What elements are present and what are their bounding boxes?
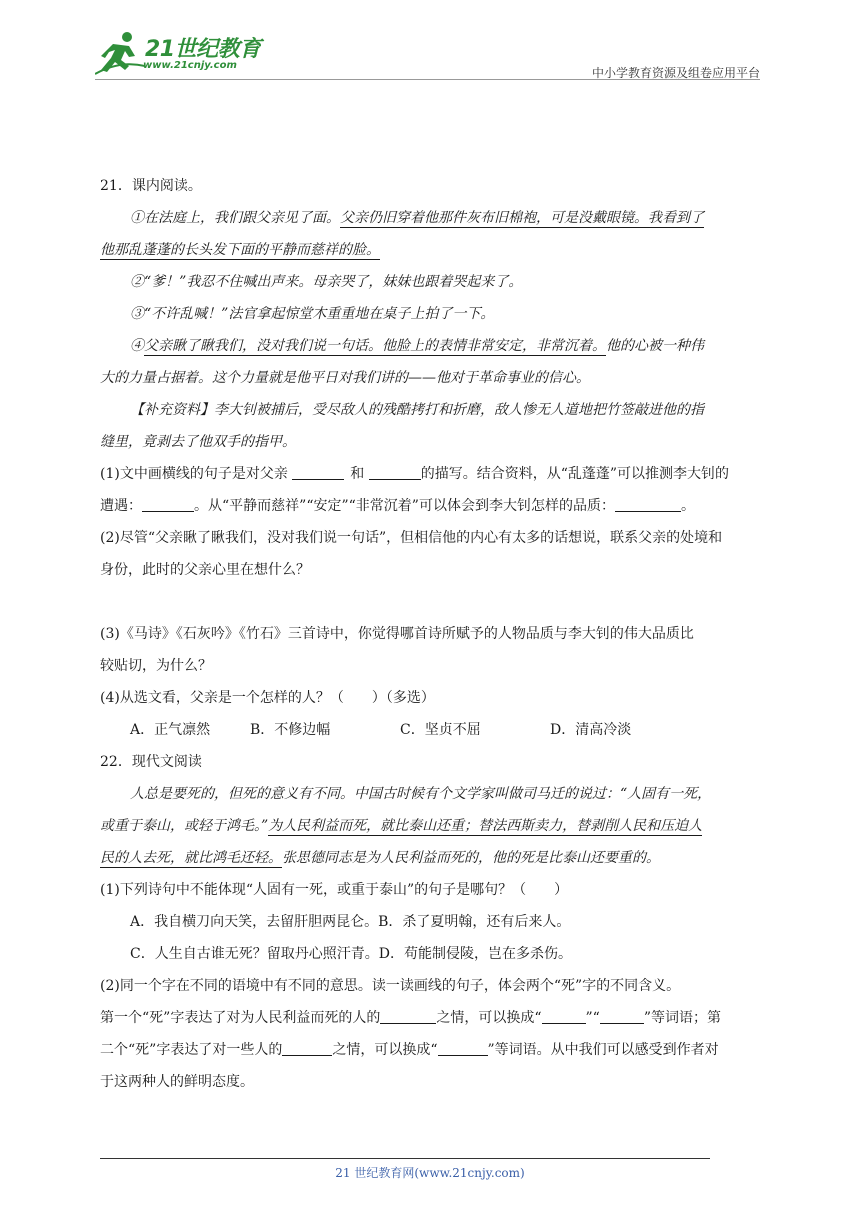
header-divider	[95, 79, 760, 80]
option-b[interactable]: B．不修边幅	[250, 722, 331, 738]
logo-text: 21世纪教育	[145, 37, 261, 62]
option-d[interactable]: D．清高冷淡	[550, 722, 632, 738]
q21-supplement: 缝里，竟剥去了他双手的指甲。	[100, 434, 296, 450]
footer-divider	[100, 1158, 710, 1159]
option-c[interactable]: C．坚贞不屈	[400, 722, 481, 738]
q21-title: 21．课内阅读。	[100, 178, 202, 194]
answer-blank[interactable]	[615, 497, 681, 512]
option-b[interactable]: B．杀了夏明翰，还有后来人。	[378, 914, 571, 930]
q21-sub1: (1)文中画横线的句子是对父亲 和 的描写。结合资料，从“乱蓬蓬”可以推测李大钊的	[100, 466, 730, 482]
answer-blank[interactable]	[438, 1041, 488, 1056]
site-logo[interactable]	[95, 30, 265, 78]
answer-blank[interactable]	[369, 465, 421, 480]
q22-sub2: (2)同一个字在不同的语境中有不同的意思。读一读画线的句子，体会两个“死”字的不同含义。	[100, 978, 681, 994]
q22-sub1: (1)下列诗句中不能体现“人固有一死，或重于泰山”的句子是哪句？（ ）	[100, 882, 569, 898]
q21-sub3: 较贴切，为什么？	[100, 658, 212, 674]
q21-sub2: (2)尽管“父亲瞅了瞅我们，没对我们说一句话”，但相信他的内心有太多的话想说，联系父亲的处境和	[100, 530, 723, 546]
runner-logo-icon	[95, 30, 145, 76]
q21-sub4: (4)从选文看，父亲是一个怎样的人？（ ）（多选）	[100, 690, 435, 706]
q22-passage-line: 人总是要死的，但死的意义有不同。中国古时候有个文学家叫做司马迁的说过：“人固有一死，	[130, 786, 712, 802]
q22-options-row	[100, 938, 765, 970]
q22-passage-line: 或重于泰山，或轻于鸿毛。”为人民利益而死，就比泰山还重；替法西斯卖力，替剥削人民和压迫人	[100, 818, 703, 834]
platform-name: 中小学教育资源及组卷应用平台	[591, 66, 760, 80]
exam-content	[100, 170, 765, 1098]
answer-blank[interactable]	[380, 1009, 436, 1024]
option-a[interactable]: A．正气凛然	[130, 722, 211, 738]
q21-passage-line: ①在法庭上，我们跟父亲见了面。父亲仍旧穿着他那件灰布旧棉袍，可是没戴眼镜。我看到了	[130, 210, 704, 226]
page-footer[interactable]: 21 世纪教育网(www.21cnjy.com)	[335, 1166, 525, 1180]
q22-title: 22．现代文阅读	[100, 754, 202, 770]
page-header	[95, 30, 760, 80]
q22-passage-line: 民的人去死，就比鸿毛还轻。张思德同志是为人民利益而死的，他的死是比泰山还要重的。	[100, 850, 660, 866]
q22-sub2: 第一个“死”字表达了对为人民利益而死的人的 之情，可以换成“ ”“ ”等词语；第	[100, 1010, 721, 1026]
option-c[interactable]: C．人生自古谁无死？留取丹心照汗青。	[130, 946, 379, 962]
q21-passage-line: 大的力量占据着。这个力量就是他平日对我们讲的——他对于革命事业的信心。	[100, 370, 590, 386]
answer-blank[interactable]	[292, 465, 344, 480]
q21-passage-line: ②“爹！”我忍不住喊出声来。母亲哭了，妹妹也跟着哭起来了。	[130, 274, 523, 290]
logo-url: www.21cnjy.com	[143, 60, 237, 71]
answer-blank[interactable]	[282, 1041, 332, 1056]
q21-passage-line: 他那乱蓬蓬的长头发下面的平静而慈祥的脸。	[100, 242, 380, 258]
answer-blank[interactable]	[142, 497, 194, 512]
answer-space[interactable]	[100, 586, 765, 618]
q21-options	[100, 714, 765, 746]
option-d[interactable]: D．苟能制侵陵，岂在多杀伤。	[378, 946, 572, 962]
q21-sub3: (3)《马诗》《石灰吟》《竹石》三首诗中，你觉得哪首诗所赋予的人物品质与李大钊的伟大品质比	[100, 626, 694, 642]
q21-sub1: 遭遇： 。从“平静而慈祥”“安定”“非常沉着”可以体会到李大钊怎样的品质： 。	[100, 498, 695, 514]
q22-sub2: 于这两种人的鲜明态度。	[100, 1074, 254, 1090]
q22-sub2: 二个“死”字表达了对一些人的 之情，可以换成“ ”等词语。从中我们可以感受到作者对	[100, 1042, 719, 1058]
q22-options-row	[100, 906, 765, 938]
answer-blank[interactable]	[542, 1009, 586, 1024]
answer-blank[interactable]	[600, 1009, 644, 1024]
q21-sub2: 身份，此时的父亲心里在想什么？	[100, 562, 310, 578]
q21-passage-line: ④父亲瞅了瞅我们，没对我们说一句话。他脸上的表情非常安定，非常沉着。他的心被一种伟	[130, 338, 704, 354]
option-a[interactable]: A．我自横刀向天笑，去留肝胆两昆仑。	[130, 914, 379, 930]
q21-supplement: 【补充资料】李大钊被捕后，受尽敌人的残酷拷打和折磨，敌人惨无人道地把竹签敲进他的指	[130, 402, 704, 418]
q21-passage-line: ③“不许乱喊！”法官拿起惊堂木重重地在桌子上拍了一下。	[130, 306, 495, 322]
